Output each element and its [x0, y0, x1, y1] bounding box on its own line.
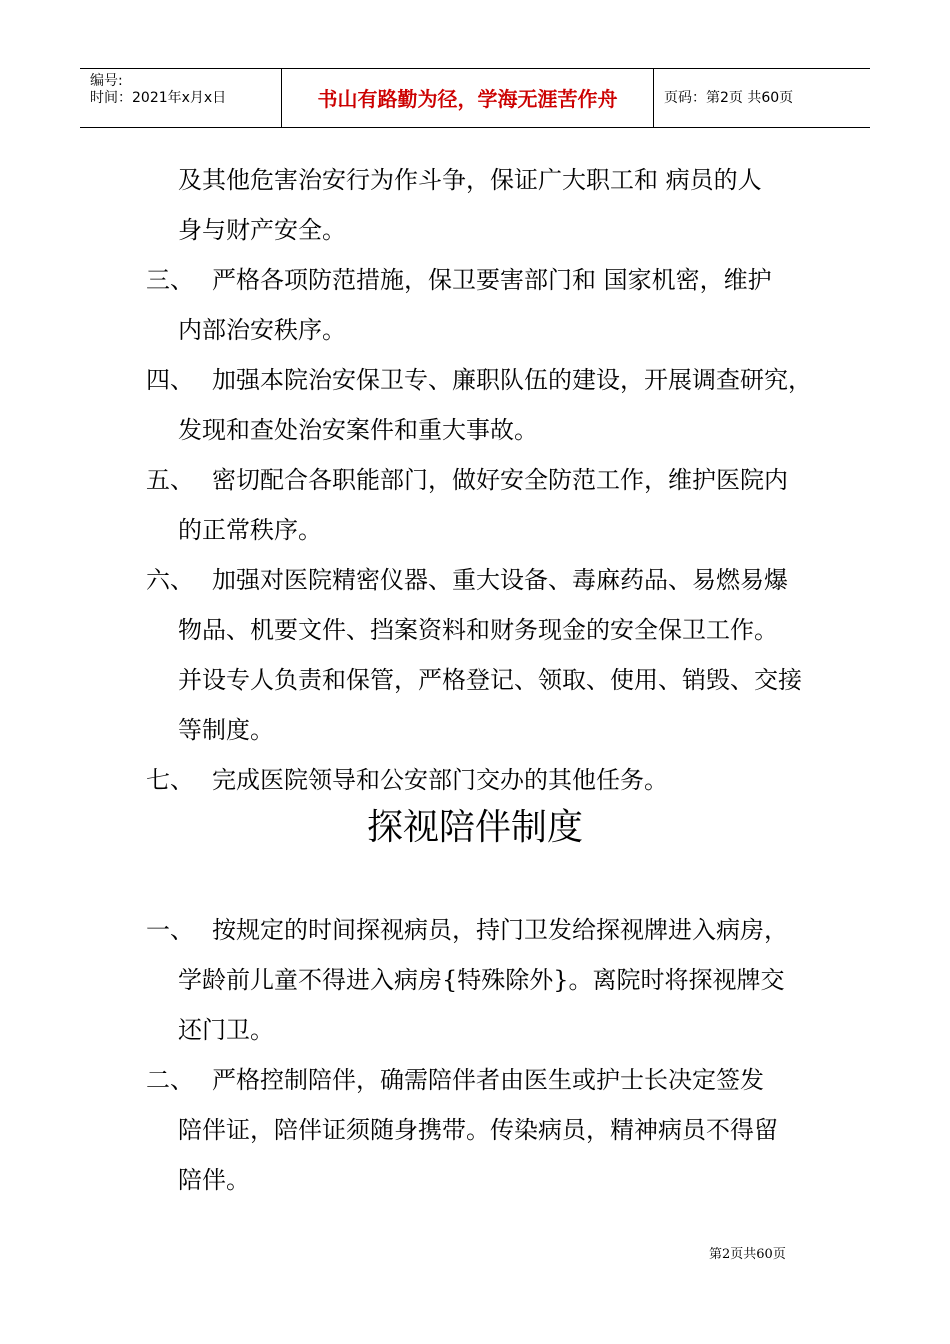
list-item-number: 四、	[146, 366, 194, 394]
list-item-line: 加强对医院精密仪器、重大设备、毒麻药品、易燃易爆	[212, 566, 788, 594]
header-slogan-cell	[282, 69, 654, 128]
list-item-line: 按规定的时间探视病员，持门卫发给探视牌进入病房，	[212, 916, 788, 944]
list-item-number: 二、	[146, 1066, 194, 1094]
page-header	[80, 68, 870, 128]
list-item-line: 发现和查处治安案件和重大事故。	[178, 416, 538, 444]
list-item-number: 七、	[146, 766, 194, 794]
list-item-line: 还门卫。	[178, 1016, 274, 1044]
page-footer: 第2页共60页	[709, 1247, 786, 1262]
list-item-line: 加强本院治安保卫专、廉职队伍的建设，开展调查研究，	[212, 366, 812, 394]
list-item-line: 严格控制陪伴，确需陪伴者由医生或护士长决定签发	[212, 1066, 764, 1094]
section-title: 探视陪伴制度	[366, 807, 583, 848]
list-item-line: 密切配合各职能部门，做好安全防范工作，维护医院内	[212, 466, 788, 494]
list-item-line: 内部治安秩序。	[178, 316, 346, 344]
list-item-line: 的正常秩序。	[178, 516, 322, 544]
header-slogan: 书山有路勤为径，学海无涯苦作舟	[317, 87, 618, 111]
list-item-number: 三、	[146, 266, 194, 294]
header-page-cell	[654, 69, 870, 128]
list-item-line: 严格各项防范措施，保卫要害部门和 国家机密，维护	[212, 266, 772, 294]
list-item-line: 并设专人负责和保管，严格登记、领取、使用、销毁、交接	[178, 666, 802, 694]
header-meta-cell	[80, 69, 282, 128]
list-item-line: 完成医院领导和公安部门交办的其他任务。	[212, 766, 668, 794]
list-item-line: 陪伴证，陪伴证须随身携带。传染病员，精神病员不得留	[178, 1116, 778, 1144]
document-time-label: 时间：2021年x月x日	[90, 90, 227, 106]
continuation-line: 身与财产安全。	[178, 216, 346, 244]
list-item-line: 陪伴。	[178, 1166, 250, 1194]
list-item-number: 五、	[146, 466, 194, 494]
header-page-info: 页码：第2页 共60页	[664, 90, 794, 106]
list-item-line: 等制度。	[178, 716, 274, 744]
list-item-line: 物品、机要文件、挡案资料和财务现金的安全保卫工作。	[178, 616, 778, 644]
document-number-label: 编号:	[90, 73, 123, 89]
list-item-line: 学龄前儿童不得进入病房{特殊除外}。离院时将探视牌交	[178, 966, 785, 994]
list-item-number: 六、	[146, 566, 194, 594]
list-item-number: 一、	[146, 916, 194, 944]
continuation-line: 及其他危害治安行为作斗争，保证广大职工和 病员的人	[178, 166, 762, 194]
